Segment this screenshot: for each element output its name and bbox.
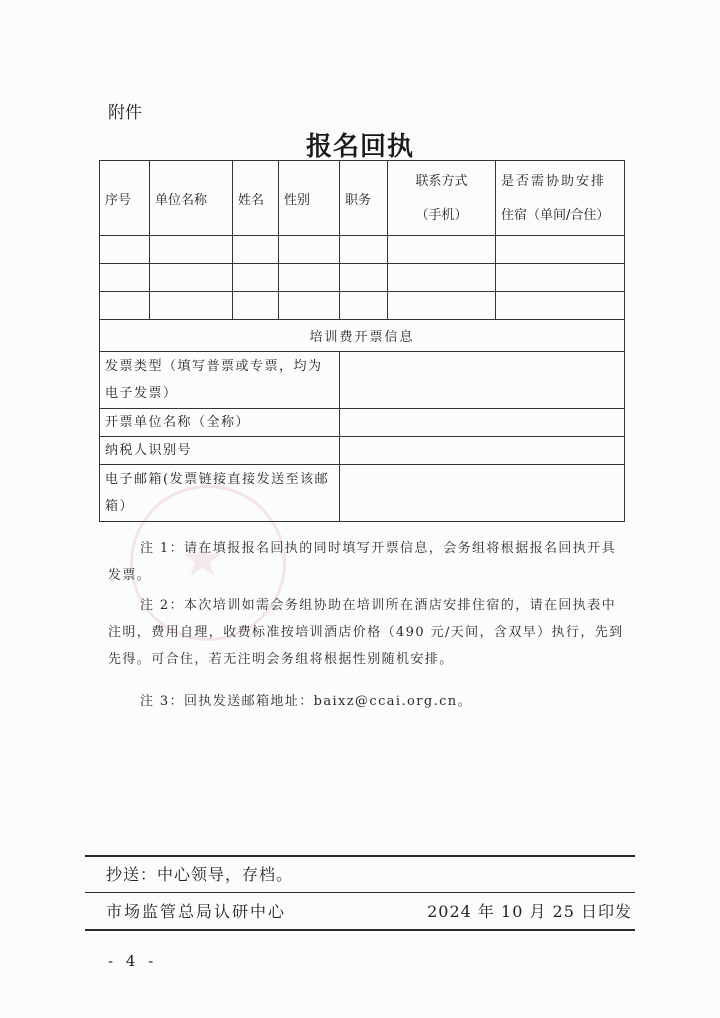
invoice-taxid-value[interactable] — [340, 437, 625, 465]
col-header-contact-sub: （手机） — [415, 208, 468, 223]
issue-date: 2024 年 10 月 25 日印发 — [427, 902, 632, 921]
table-row — [100, 264, 625, 292]
col-header-accommodation-label: 是否需协助安排 — [501, 174, 607, 189]
col-header-accommodation-sub: 住宿（单间/合住） — [501, 208, 610, 223]
issuer-name: 市场监管总局认研中心 — [106, 902, 287, 921]
invoice-section-header — [100, 320, 625, 352]
invoice-section-title: 培训费开票信息 — [100, 320, 625, 352]
cell-index[interactable] — [100, 264, 150, 292]
col-header-accommodation — [496, 161, 625, 236]
footer-rule-middle — [85, 892, 635, 893]
note-1-text: 注 1：请在填报报名回执的同时填写开票信息，会务组将根据报名回执开具发票。 — [108, 541, 617, 583]
invoice-row-taxid — [100, 437, 625, 465]
invoice-taxid-label: 纳税人识别号 — [100, 437, 340, 465]
note-3 — [108, 688, 628, 715]
note-1 — [108, 535, 628, 589]
invoice-row-company — [100, 409, 625, 437]
invoice-email-label: 电子邮箱(发票链接直接发送至该邮箱） — [100, 465, 340, 522]
col-header-gender: 性别 — [279, 161, 340, 236]
cell-position[interactable] — [340, 236, 388, 264]
attachment-label: 附件 — [108, 103, 142, 123]
cell-name[interactable] — [233, 236, 279, 264]
page-title: 报名回执 — [305, 132, 414, 162]
registration-table — [99, 160, 625, 522]
table-row — [100, 292, 625, 320]
cell-contact[interactable] — [388, 264, 496, 292]
invoice-type-value[interactable] — [340, 352, 625, 409]
note-3-text: 注 3：回执发送邮箱地址：baixz@ccai.org.cn。 — [140, 694, 472, 709]
cell-gender[interactable] — [279, 264, 340, 292]
cell-accommodation[interactable] — [496, 264, 625, 292]
invoice-row-email — [100, 465, 625, 522]
seal-star-icon: ★ — [180, 530, 225, 588]
cell-name[interactable] — [233, 264, 279, 292]
cell-organization[interactable] — [150, 264, 233, 292]
col-header-contact-label: 联系方式 — [415, 174, 468, 189]
cell-organization[interactable] — [150, 236, 233, 264]
footer-rule-bottom — [85, 929, 635, 931]
cell-position[interactable] — [340, 292, 388, 320]
cell-organization[interactable] — [150, 292, 233, 320]
cell-contact[interactable] — [388, 236, 496, 264]
col-header-organization: 单位名称 — [150, 161, 233, 236]
invoice-email-value[interactable] — [340, 465, 625, 522]
cell-gender[interactable] — [279, 292, 340, 320]
invoice-type-label: 发票类型（填写普票或专票，均为电子发票） — [100, 352, 340, 409]
cell-name[interactable] — [233, 292, 279, 320]
note-2-text: 注 2：本次培训如需会务组协助在培训所在酒店安排住宿的，请在回执表中注明，费用自理，收费标准按培训酒店价格（490 元/天间，含双早）执行，先到先得。可合住，若无注明会务组将根据性别随机安排。 — [108, 598, 624, 667]
cc-line: 抄送：中心领导，存档。 — [106, 865, 294, 884]
col-header-position: 职务 — [340, 161, 388, 236]
footer-rule-top — [85, 855, 635, 857]
cell-accommodation[interactable] — [496, 292, 625, 320]
col-header-name: 姓名 — [233, 161, 279, 236]
table-row — [100, 236, 625, 264]
note-2 — [108, 592, 628, 673]
cell-index[interactable] — [100, 292, 150, 320]
cell-gender[interactable] — [279, 236, 340, 264]
col-header-index: 序号 — [100, 161, 150, 236]
table-header-row — [100, 161, 625, 236]
cell-accommodation[interactable] — [496, 236, 625, 264]
invoice-row-type — [100, 352, 625, 409]
cell-index[interactable] — [100, 236, 150, 264]
cell-position[interactable] — [340, 264, 388, 292]
cell-contact[interactable] — [388, 292, 496, 320]
invoice-company-value[interactable] — [340, 409, 625, 437]
page-number: - 4 - — [108, 952, 158, 970]
invoice-company-label: 开票单位名称（全称） — [100, 409, 340, 437]
col-header-contact — [388, 161, 496, 236]
